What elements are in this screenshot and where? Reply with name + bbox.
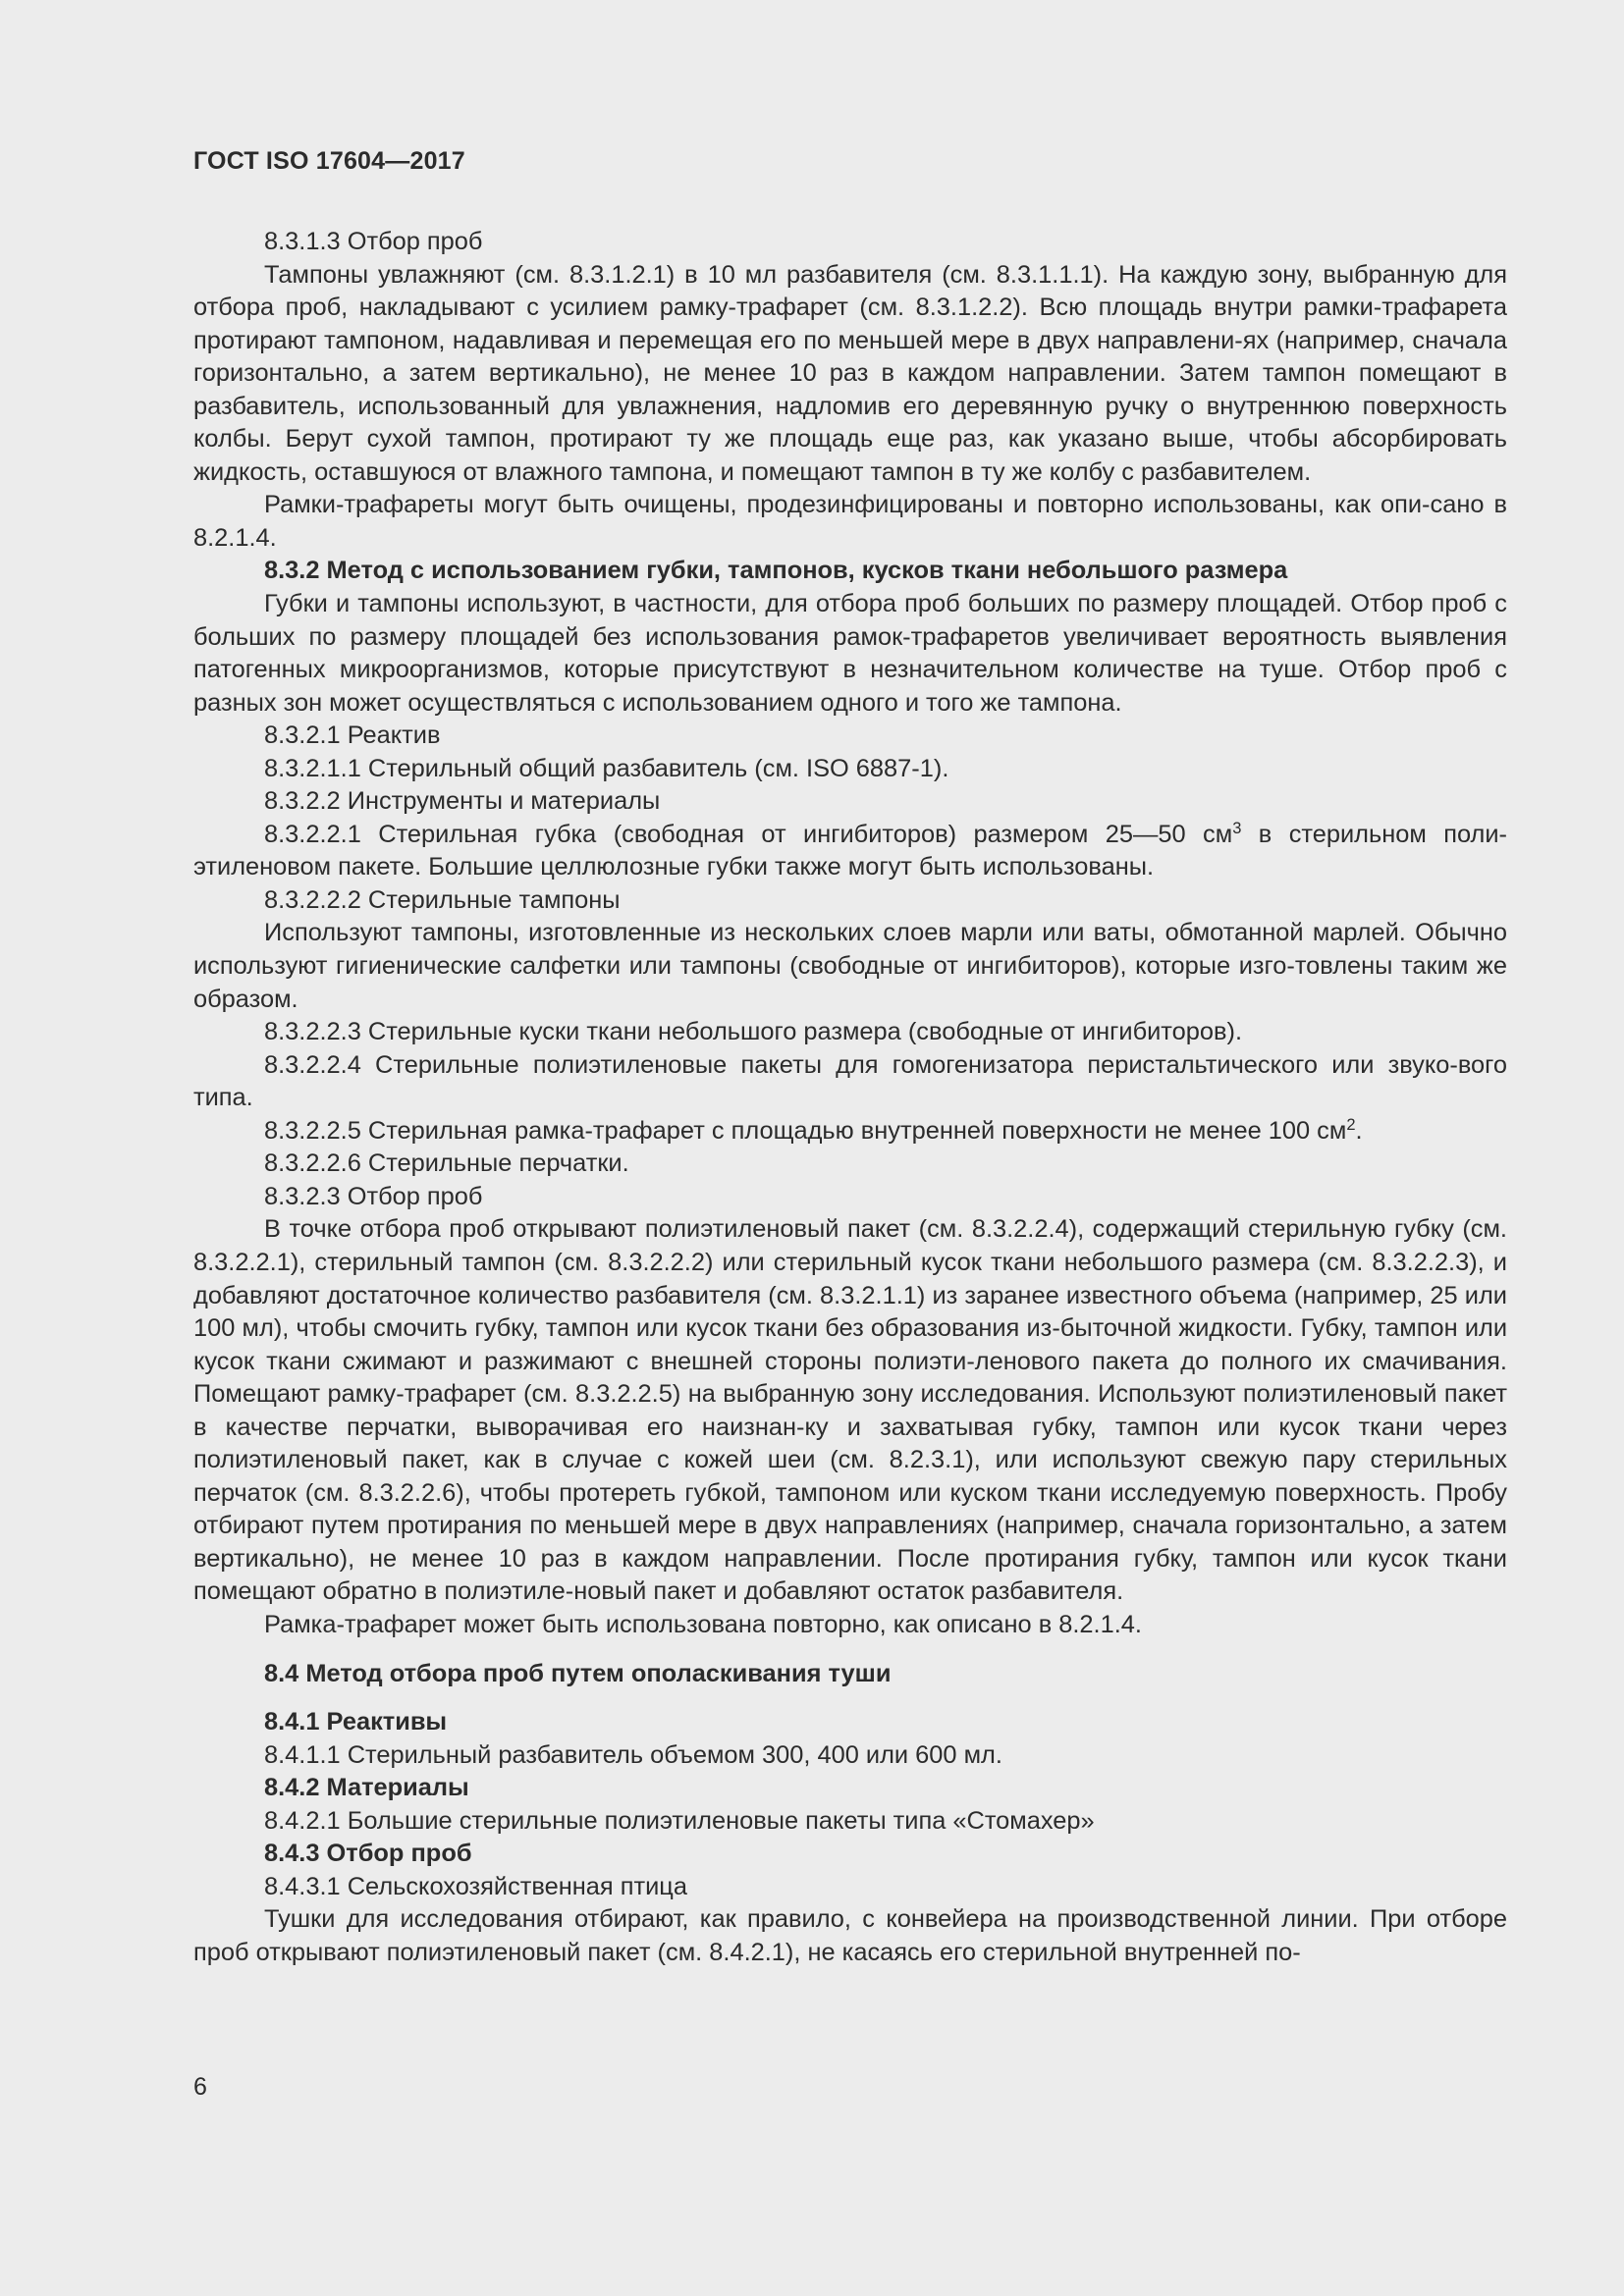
paragraph: 8.3.1.3 Отбор проб	[264, 228, 483, 255]
body-text	[193, 226, 1507, 1969]
paragraph: 8.3.2.1.1 Стерильный общий разбавитель (см. ISO 6887-1).	[264, 754, 949, 782]
section-heading: 8.4.1 Реактивы	[264, 1708, 448, 1736]
text-segment: в стерильном поли-этиленовом пакете. Большие целлюлозные губки также могут быть использованы.	[193, 820, 1507, 881]
text-segment: 8.3.2.2.5 Стерильная рамка-трафарет с площадью внутренней поверхности не менее 100 см	[264, 1116, 1347, 1145]
page-number: 6	[193, 2073, 207, 2101]
paragraph: Рамки-трафареты могут быть очищены, продезинфицированы и повторно использованы, как опи-сано в 8.2.1.4.	[193, 491, 1507, 552]
paragraph: 8.3.2.2.4 Стерильные полиэтиленовые пакеты для гомогенизатора перистальтического или звуко-вого типа.	[193, 1050, 1507, 1112]
superscript: 3	[1232, 819, 1242, 837]
paragraph: 8.3.2.2.2 Стерильные тампоны	[264, 885, 621, 914]
running-header: ГОСТ ISO 17604—2017	[193, 147, 465, 175]
section-heading: 8.3.2 Метод с использованием губки, тампонов, кусков ткани небольшого размера	[264, 557, 1288, 585]
text-segment: .	[1355, 1116, 1363, 1145]
paragraph: 8.3.2.2.3 Стерильные куски ткани небольшого размера (свободные от ингибиторов).	[264, 1018, 1243, 1046]
paragraph: 8.3.2.3 Отбор проб	[264, 1182, 483, 1210]
paragraph: 8.3.2.2.6 Стерильные перчатки.	[264, 1149, 629, 1178]
paragraph: 8.3.2.1 Реактив	[264, 721, 441, 750]
paragraph: Рамка-трафарет может быть использована повторно, как описано в 8.2.1.4.	[264, 1610, 1142, 1638]
section-heading: 8.4.3 Отбор проб	[264, 1840, 472, 1868]
paragraph: Тушки для исследования отбирают, как правило, с конвейера на производственной линии. При отборе проб открывают полиэтиленовый пакет (см. 8.4.2.1), не касаясь его стерильной внутренней по-	[193, 1905, 1507, 1966]
paragraph	[193, 1115, 1507, 1148]
paragraph	[193, 819, 1507, 884]
paragraph: 8.3.2.2 Инструменты и материалы	[264, 787, 661, 816]
paragraph: В точке отбора проб открывают полиэтиленовый пакет (см. 8.3.2.2.4), содержащий стерильную губку (см. 8.3.2.2.1), стерильный тампон (см. 8.3.2.2.2) или стерильный кусок ткани небольшого размера (см. 8.3.2.2.3), и добавляют достаточное количество разбавителя (см. 8.3.2.1.1) из заранее известного объема (например, 25 или 100 мл), чтобы смочить губку, тампон или кусок ткани без образования из-быточной жидкости. Губку, тампон или кусок ткани сжимают и разжимают с внешней стороны полиэти-ленового пакета до полного их смачивания. Помещают рамку-трафарет (см. 8.3.2.2.5) на выбранную зону исследования. Используют полиэтиленовый пакет в качестве перчатки, выворачивая его наизнан-ку и захватывая губку, тампон или кусок ткани через полиэтиленовый пакет, как в случае с кожей шеи (см. 8.2.3.1), или используют свежую пару стерильных перчаток (см. 8.3.2.2.6), чтобы протереть губкой, тампоном или куском ткани исследуемую поверхность. Пробу отбирают путем протирания по меньшей мере в двух направлениях (например, сначала горизонтально, а затем вертикально), не менее 10 раз в каждом направлении. После протирания губку, тампон или кусок ткани помещают обратно в полиэтиле-новый пакет и добавляют остаток разбавителя.	[193, 1215, 1507, 1606]
section-heading: 8.4.2 Материалы	[264, 1774, 469, 1802]
paragraph: Тампоны увлажняют (см. 8.3.1.2.1) в 10 мл разбавителя (см. 8.3.1.1.1). На каждую зону, выбранную для отбора проб, накладывают с усилием рамку-трафарет (см. 8.3.1.2.2). Всю площадь внутри рамки-трафарета протирают тампоном, надавливая и перемещая его по меньшей мере в двух направлени-ях (например, сначала горизонтально, а затем вертикально), не менее 10 раз в каждом направлении. Затем тампон помещают в разбавитель, использованный для увлажнения, надломив его деревянную ручку о внутреннюю поверхность колбы. Берут сухой тампон, протирают ту же площадь еще раз, как указано выше, чтобы абсорбировать жидкость, оставшуюся от влажного тампона, и помещают тампон в ту же колбу с разбавителем.	[193, 260, 1507, 486]
paragraph: 8.4.1.1 Стерильный разбавитель объемом 300, 400 или 600 мл.	[264, 1740, 1002, 1769]
paragraph: 8.4.2.1 Большие стерильные полиэтиленовые пакеты типа «Стомахер»	[264, 1806, 1095, 1835]
paragraph: Губки и тампоны используют, в частности, для отбора проб больших по размеру площадей. Отбор проб с больших по размеру площадей без использования рамок-трафаретов увеличивает вероятность выявления патогенных микроорганизмов, которые присутствуют в незначительном количестве на туше. Отбор проб с разных зон может осуществляться с использованием одного и того же тампона.	[193, 590, 1507, 717]
paragraph: Используют тампоны, изготовленные из нескольких слоев марли или ваты, обмотанной марлей. Обычно используют гигиенические салфетки или тампоны (свободные от ингибиторов), которые изго-товлены таким же образом.	[193, 919, 1507, 1013]
text-segment: 8.3.2.2.1 Стерильная губка (свободная от ингибиторов) размером 25—50 см	[264, 820, 1233, 848]
section-heading: 8.4 Метод отбора проб путем ополаскивания туши	[264, 1659, 892, 1687]
superscript: 2	[1346, 1115, 1356, 1134]
paragraph: 8.4.3.1 Сельскохозяйственная птица	[264, 1872, 687, 1900]
